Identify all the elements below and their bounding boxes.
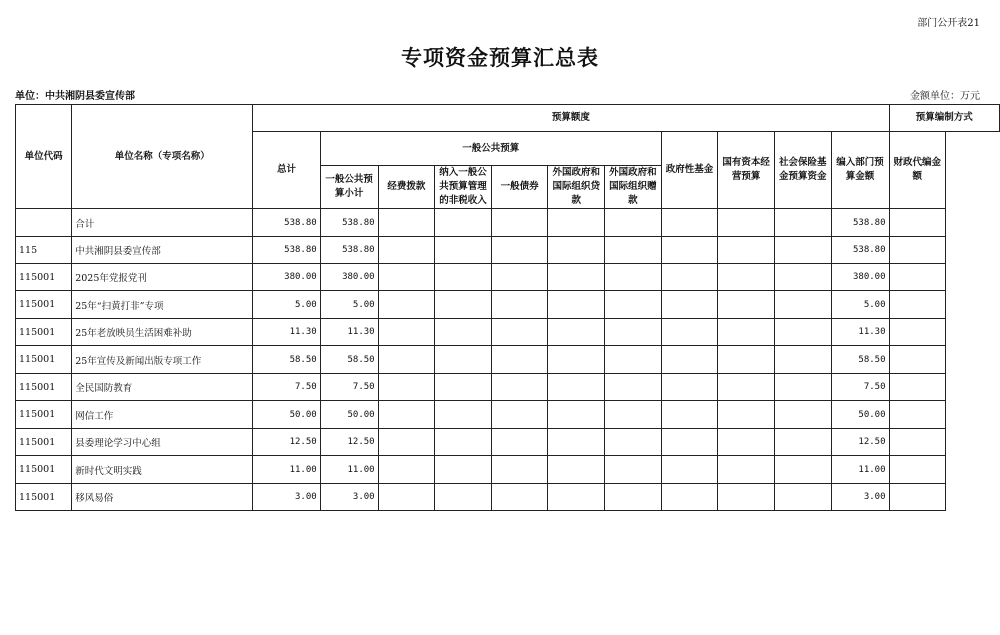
money-unit-label: 金额单位：万元	[910, 91, 980, 102]
cell-empty	[435, 401, 492, 429]
cell-unit-name: 25年老放映员生活困难补助	[72, 319, 253, 346]
cell-total: 50.00	[253, 401, 320, 429]
header-fin-agent: 财政代编金额	[889, 132, 946, 209]
cell-empty	[548, 291, 605, 319]
unit-label: 单位：中共湘阴县委宣传部	[15, 91, 135, 102]
table-row	[16, 209, 1000, 237]
cell-empty	[661, 237, 718, 264]
page-title: 专项资金预算汇总表	[401, 45, 599, 70]
cell-empty	[548, 319, 605, 346]
header-unit-code: 单位代码	[16, 105, 72, 209]
cell-unit-code: 115001	[16, 319, 72, 346]
cell-total: 12.50	[253, 429, 320, 456]
cell-dept-budget: 538.80	[831, 209, 889, 237]
cell-dept-budget: 50.00	[831, 401, 889, 429]
cell-empty	[661, 401, 718, 429]
cell-fin-agent	[889, 429, 946, 456]
table-row	[16, 237, 1000, 264]
cell-dept-budget: 538.80	[831, 237, 889, 264]
cell-empty	[774, 374, 831, 401]
cell-gp-subtotal: 5.00	[320, 291, 378, 319]
header-foreign-grants: 外国政府和国际组织赠款	[605, 166, 662, 209]
cell-dept-budget: 11.30	[831, 319, 889, 346]
cell-empty	[718, 374, 775, 401]
cell-empty	[378, 264, 435, 291]
cell-empty	[378, 237, 435, 264]
cell-empty	[491, 346, 548, 374]
cell-unit-name: 2025年党报党刊	[72, 264, 253, 291]
cell-empty	[661, 429, 718, 456]
header-dept-budget: 编入部门预算金额	[831, 132, 889, 209]
cell-empty	[774, 346, 831, 374]
cell-empty	[718, 484, 775, 511]
cell-empty	[491, 374, 548, 401]
cell-empty	[718, 209, 775, 237]
cell-total: 380.00	[253, 264, 320, 291]
header-budget-amount: 预算额度	[253, 105, 889, 132]
cell-empty	[548, 374, 605, 401]
cell-empty	[491, 456, 548, 484]
cell-gp-subtotal: 12.50	[320, 429, 378, 456]
cell-empty	[605, 264, 662, 291]
table-row	[16, 401, 1000, 429]
cell-empty	[548, 237, 605, 264]
cell-empty	[491, 401, 548, 429]
cell-unit-code: 115001	[16, 456, 72, 484]
cell-empty	[774, 401, 831, 429]
cell-unit-code: 115001	[16, 374, 72, 401]
cell-empty	[491, 319, 548, 346]
cell-fin-agent	[889, 209, 946, 237]
cell-fin-agent	[889, 456, 946, 484]
cell-empty	[718, 401, 775, 429]
cell-gp-subtotal: 11.00	[320, 456, 378, 484]
cell-empty	[605, 456, 662, 484]
cell-unit-name: 25年“扫黄打非”专项	[72, 291, 253, 319]
cell-dept-budget: 11.00	[831, 456, 889, 484]
cell-empty	[661, 209, 718, 237]
cell-unit-name: 中共湘阴县委宣传部	[72, 237, 253, 264]
cell-empty	[435, 456, 492, 484]
cell-empty	[718, 291, 775, 319]
cell-unit-name: 合计	[72, 209, 253, 237]
cell-empty	[491, 237, 548, 264]
cell-empty	[548, 456, 605, 484]
header-state-capital: 国有资本经营预算	[718, 132, 775, 209]
cell-total: 3.00	[253, 484, 320, 511]
cell-empty	[661, 346, 718, 374]
cell-unit-code	[16, 209, 72, 237]
cell-empty	[605, 291, 662, 319]
cell-dept-budget: 12.50	[831, 429, 889, 456]
cell-empty	[491, 264, 548, 291]
cell-empty	[435, 429, 492, 456]
cell-empty	[661, 456, 718, 484]
cell-dept-budget: 7.50	[831, 374, 889, 401]
cell-total: 11.30	[253, 319, 320, 346]
cell-empty	[774, 209, 831, 237]
header-foreign-loans: 外国政府和国际组织贷款	[548, 166, 605, 209]
cell-empty	[435, 484, 492, 511]
header-gp-subtotal: 一般公共预算小计	[320, 166, 378, 209]
cell-unit-name: 移风易俗	[72, 484, 253, 511]
cell-empty	[378, 429, 435, 456]
cell-total: 7.50	[253, 374, 320, 401]
cell-empty	[774, 264, 831, 291]
table-row	[16, 429, 1000, 456]
cell-unit-code: 115001	[16, 401, 72, 429]
cell-fin-agent	[889, 346, 946, 374]
cell-unit-name: 县委理论学习中心组	[72, 429, 253, 456]
cell-empty	[718, 237, 775, 264]
cell-empty	[435, 346, 492, 374]
cell-empty	[605, 237, 662, 264]
cell-empty	[378, 291, 435, 319]
cell-empty	[435, 319, 492, 346]
cell-empty	[435, 264, 492, 291]
table-row	[16, 319, 1000, 346]
cell-empty	[605, 484, 662, 511]
cell-empty	[378, 209, 435, 237]
cell-empty	[774, 237, 831, 264]
cell-empty	[435, 291, 492, 319]
cell-dept-budget: 3.00	[831, 484, 889, 511]
cell-empty	[378, 374, 435, 401]
cell-empty	[378, 401, 435, 429]
cell-total: 58.50	[253, 346, 320, 374]
cell-empty	[548, 401, 605, 429]
cell-total: 5.00	[253, 291, 320, 319]
cell-empty	[491, 484, 548, 511]
header-unit-name: 单位名称（专项名称）	[72, 105, 253, 209]
cell-empty	[774, 429, 831, 456]
header-social-insurance: 社会保险基金预算资金	[774, 132, 831, 209]
cell-unit-code: 115001	[16, 291, 72, 319]
cell-empty	[605, 319, 662, 346]
cell-unit-code: 115001	[16, 484, 72, 511]
cell-empty	[661, 264, 718, 291]
header-prep-method: 预算编制方式	[889, 105, 1000, 132]
header-non-tax: 纳入一般公共预算管理的非税收入	[435, 166, 492, 209]
cell-empty	[548, 264, 605, 291]
cell-empty	[718, 456, 775, 484]
header-general-public-budget: 一般公共预算	[320, 132, 661, 166]
cell-empty	[378, 346, 435, 374]
cell-empty	[378, 456, 435, 484]
cell-fin-agent	[889, 484, 946, 511]
cell-empty	[661, 291, 718, 319]
cell-empty	[774, 456, 831, 484]
cell-fin-agent	[889, 291, 946, 319]
cell-empty	[718, 319, 775, 346]
cell-gp-subtotal: 50.00	[320, 401, 378, 429]
header-gov-fund: 政府性基金	[661, 132, 718, 209]
cell-total: 538.80	[253, 237, 320, 264]
cell-empty	[718, 264, 775, 291]
cell-unit-code: 115	[16, 237, 72, 264]
cell-unit-name: 网信工作	[72, 401, 253, 429]
cell-empty	[435, 209, 492, 237]
cell-empty	[774, 319, 831, 346]
table-row	[16, 264, 1000, 291]
cell-gp-subtotal: 538.80	[320, 237, 378, 264]
cell-total: 11.00	[253, 456, 320, 484]
form-number: 部门公开表21	[917, 18, 980, 29]
cell-empty	[548, 484, 605, 511]
cell-empty	[491, 429, 548, 456]
cell-unit-code: 115001	[16, 264, 72, 291]
cell-empty	[435, 237, 492, 264]
cell-empty	[491, 291, 548, 319]
cell-gp-subtotal: 3.00	[320, 484, 378, 511]
cell-empty	[491, 209, 548, 237]
cell-unit-code: 115001	[16, 346, 72, 374]
cell-empty	[378, 319, 435, 346]
budget-table	[15, 104, 1000, 511]
cell-dept-budget: 58.50	[831, 346, 889, 374]
table-row	[16, 346, 1000, 374]
cell-fin-agent	[889, 319, 946, 346]
cell-empty	[718, 346, 775, 374]
cell-gp-subtotal: 58.50	[320, 346, 378, 374]
cell-empty	[605, 346, 662, 374]
cell-empty	[605, 209, 662, 237]
cell-empty	[605, 429, 662, 456]
cell-fin-agent	[889, 401, 946, 429]
header-total: 总计	[253, 132, 320, 209]
table-row	[16, 456, 1000, 484]
cell-empty	[718, 429, 775, 456]
cell-fin-agent	[889, 374, 946, 401]
cell-fin-agent	[889, 237, 946, 264]
cell-empty	[661, 374, 718, 401]
cell-empty	[661, 319, 718, 346]
cell-unit-name: 全民国防教育	[72, 374, 253, 401]
cell-empty	[605, 401, 662, 429]
cell-gp-subtotal: 380.00	[320, 264, 378, 291]
cell-gp-subtotal: 538.80	[320, 209, 378, 237]
cell-empty	[605, 374, 662, 401]
cell-dept-budget: 380.00	[831, 264, 889, 291]
cell-empty	[548, 429, 605, 456]
cell-gp-subtotal: 7.50	[320, 374, 378, 401]
cell-empty	[661, 484, 718, 511]
cell-empty	[548, 346, 605, 374]
table-row	[16, 484, 1000, 511]
cell-empty	[435, 374, 492, 401]
table-row	[16, 291, 1000, 319]
cell-unit-name: 新时代文明实践	[72, 456, 253, 484]
cell-total: 538.80	[253, 209, 320, 237]
table-row	[16, 374, 1000, 401]
cell-empty	[774, 291, 831, 319]
cell-unit-name: 25年宣传及新闻出版专项工作	[72, 346, 253, 374]
cell-gp-subtotal: 11.30	[320, 319, 378, 346]
header-general-bonds: 一般债券	[491, 166, 548, 209]
cell-unit-code: 115001	[16, 429, 72, 456]
cell-fin-agent	[889, 264, 946, 291]
cell-dept-budget: 5.00	[831, 291, 889, 319]
header-funding: 经费拨款	[378, 166, 435, 209]
cell-empty	[774, 484, 831, 511]
cell-empty	[378, 484, 435, 511]
cell-empty	[548, 209, 605, 237]
